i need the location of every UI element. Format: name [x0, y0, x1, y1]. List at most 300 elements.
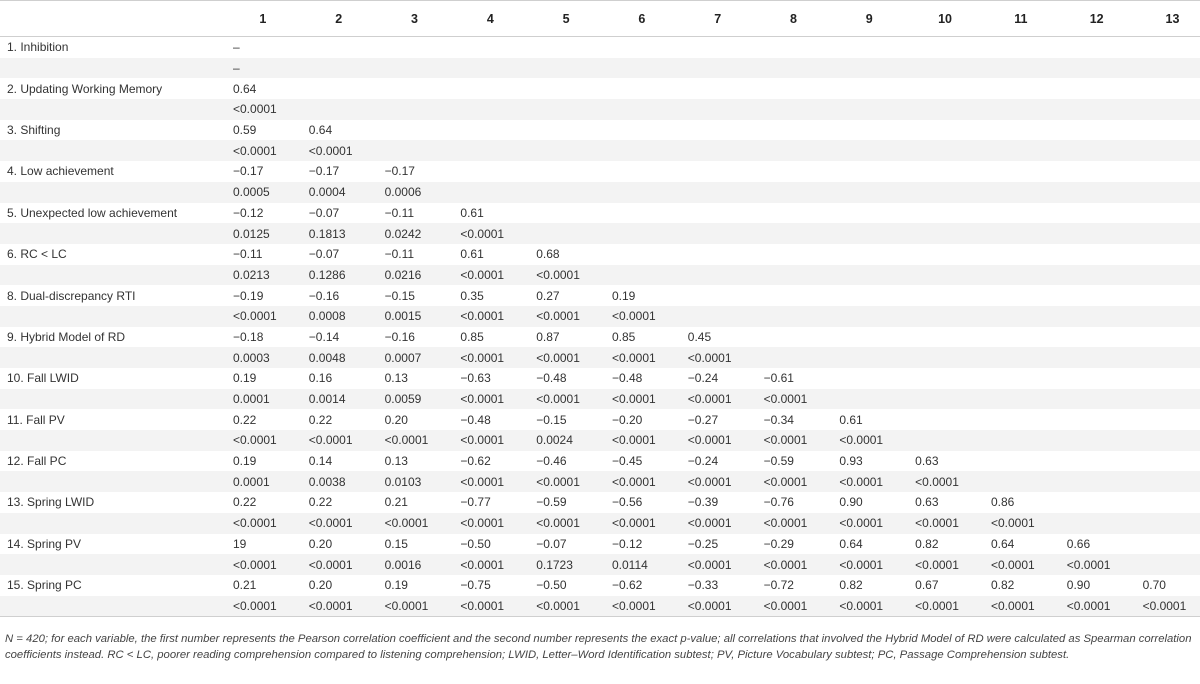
correlation-cell: −0.20 [604, 409, 680, 430]
table-row [0, 120, 1200, 141]
correlation-cell: −0.15 [528, 409, 604, 430]
table-row [0, 203, 1200, 224]
p-value-cell [983, 58, 1059, 79]
p-value-cell [528, 140, 604, 161]
correlation-cell: 0.19 [225, 451, 301, 472]
correlation-cell [756, 37, 832, 58]
correlation-cell [1135, 120, 1200, 141]
correlation-cell: −0.75 [452, 575, 528, 596]
p-value-cell: <0.0001 [604, 347, 680, 368]
correlation-cell [452, 120, 528, 141]
correlation-cell: 0.20 [301, 575, 377, 596]
p-value-cell: <0.0001 [225, 99, 301, 120]
p-value-cell: <0.0001 [680, 389, 756, 410]
p-value-cell [452, 99, 528, 120]
correlation-cell: −0.17 [377, 161, 453, 182]
p-value-cell: <0.0001 [983, 554, 1059, 575]
p-value-cell [1135, 471, 1200, 492]
row-label: 4. Low achievement [0, 161, 225, 182]
correlation-cell: 19 [225, 534, 301, 555]
correlation-cell [756, 78, 832, 99]
row-label-blank [0, 265, 225, 286]
p-value-cell: <0.0001 [452, 265, 528, 286]
correlation-cell: −0.50 [452, 534, 528, 555]
correlation-cell [1135, 244, 1200, 265]
p-value-cell [604, 140, 680, 161]
correlation-cell [756, 285, 832, 306]
p-value-cell [1059, 471, 1135, 492]
p-value-cell [680, 140, 756, 161]
p-value-cell [1059, 223, 1135, 244]
p-value-cell [377, 58, 453, 79]
correlation-cell [528, 120, 604, 141]
header-cell: 6 [604, 1, 680, 37]
correlation-cell [983, 78, 1059, 99]
correlation-cell: 0.67 [907, 575, 983, 596]
p-value-cell: <0.0001 [528, 513, 604, 534]
p-value-cell [1135, 99, 1200, 120]
row-label-blank [0, 306, 225, 327]
p-value-cell: <0.0001 [983, 596, 1059, 617]
p-value-cell: <0.0001 [377, 430, 453, 451]
table-row [0, 409, 1200, 430]
p-value-cell [831, 182, 907, 203]
correlation-cell [756, 161, 832, 182]
row-label: 10. Fall LWID [0, 368, 225, 389]
p-value-cell [1059, 58, 1135, 79]
p-value-cell: <0.0001 [528, 306, 604, 327]
p-value-cell [1135, 140, 1200, 161]
p-value-cell [680, 223, 756, 244]
correlation-cell: 0.61 [831, 409, 907, 430]
correlation-cell [831, 368, 907, 389]
p-value-cell: <0.0001 [452, 471, 528, 492]
row-label: 13. Spring LWID [0, 492, 225, 513]
table-row [0, 78, 1200, 99]
p-value-cell: <0.0001 [452, 430, 528, 451]
correlation-cell: 0.66 [1059, 534, 1135, 555]
correlation-cell: 0.82 [831, 575, 907, 596]
header-cell: 10 [907, 1, 983, 37]
p-value-cell [907, 430, 983, 451]
correlation-cell [907, 120, 983, 141]
p-value-cell: <0.0001 [528, 596, 604, 617]
header-cell: 5 [528, 1, 604, 37]
table-row [0, 99, 1200, 120]
p-value-cell: 0.0048 [301, 347, 377, 368]
correlation-cell: −0.33 [680, 575, 756, 596]
p-value-cell: <0.0001 [680, 596, 756, 617]
p-value-cell [983, 99, 1059, 120]
p-value-cell: <0.0001 [604, 513, 680, 534]
correlation-cell: −0.29 [756, 534, 832, 555]
correlation-cell [680, 78, 756, 99]
table-row [0, 513, 1200, 534]
header-cell [0, 1, 225, 37]
p-value-cell: <0.0001 [604, 389, 680, 410]
correlation-cell [528, 78, 604, 99]
header-cell: 9 [831, 1, 907, 37]
p-value-cell [756, 140, 832, 161]
table-row [0, 223, 1200, 244]
correlation-cell [907, 285, 983, 306]
p-value-cell [983, 430, 1059, 451]
correlation-cell [604, 161, 680, 182]
p-value-cell [907, 99, 983, 120]
p-value-cell [377, 99, 453, 120]
p-value-cell [1135, 58, 1200, 79]
p-value-cell [983, 471, 1059, 492]
p-value-cell: <0.0001 [604, 471, 680, 492]
correlation-cell: 0.21 [377, 492, 453, 513]
header-cell: 2 [301, 1, 377, 37]
correlation-cell: −0.63 [452, 368, 528, 389]
p-value-cell: – [225, 58, 301, 79]
p-value-cell [1059, 347, 1135, 368]
p-value-cell: <0.0001 [756, 596, 832, 617]
correlation-cell [1059, 451, 1135, 472]
correlation-cell [983, 203, 1059, 224]
row-label-blank [0, 140, 225, 161]
p-value-cell: <0.0001 [680, 430, 756, 451]
p-value-cell: <0.0001 [377, 513, 453, 534]
header-row [0, 1, 1200, 37]
correlation-cell [1135, 37, 1200, 58]
p-value-cell: <0.0001 [377, 596, 453, 617]
p-value-cell: <0.0001 [528, 265, 604, 286]
row-label: 3. Shifting [0, 120, 225, 141]
row-label-blank [0, 58, 225, 79]
header-cell: 3 [377, 1, 453, 37]
correlation-cell [831, 327, 907, 348]
correlation-cell: 0.59 [225, 120, 301, 141]
table-row [0, 182, 1200, 203]
p-value-cell: 0.0213 [225, 265, 301, 286]
p-value-cell: 0.0103 [377, 471, 453, 492]
table-row [0, 306, 1200, 327]
correlation-cell: 0.16 [301, 368, 377, 389]
correlation-cell [907, 368, 983, 389]
correlation-cell [377, 78, 453, 99]
p-value-cell [604, 99, 680, 120]
table-row [0, 37, 1200, 58]
correlation-cell: −0.50 [528, 575, 604, 596]
table-row [0, 596, 1200, 617]
p-value-cell: 0.0006 [377, 182, 453, 203]
correlation-cell: 0.87 [528, 327, 604, 348]
p-value-cell [680, 306, 756, 327]
correlation-cell: −0.48 [604, 368, 680, 389]
correlation-cell [680, 203, 756, 224]
p-value-cell [756, 99, 832, 120]
p-value-cell [1059, 306, 1135, 327]
correlation-cell [680, 244, 756, 265]
correlation-cell: – [225, 37, 301, 58]
p-value-cell [301, 58, 377, 79]
p-value-cell: <0.0001 [907, 554, 983, 575]
correlation-cell: 0.64 [831, 534, 907, 555]
correlation-cell [831, 244, 907, 265]
correlation-cell: 0.21 [225, 575, 301, 596]
p-value-cell [907, 389, 983, 410]
correlation-cell: 0.63 [907, 492, 983, 513]
p-value-cell [301, 99, 377, 120]
p-value-cell [1059, 140, 1135, 161]
p-value-cell: <0.0001 [301, 596, 377, 617]
correlation-cell [756, 327, 832, 348]
correlation-cell [680, 161, 756, 182]
correlation-cell [528, 161, 604, 182]
p-value-cell: <0.0001 [831, 430, 907, 451]
p-value-cell: <0.0001 [680, 347, 756, 368]
p-value-cell [1059, 265, 1135, 286]
correlation-cell [1059, 492, 1135, 513]
p-value-cell [452, 58, 528, 79]
correlation-cell: −0.48 [452, 409, 528, 430]
row-label: 2. Updating Working Memory [0, 78, 225, 99]
correlation-cell [1135, 285, 1200, 306]
p-value-cell [907, 223, 983, 244]
correlation-cell [1135, 492, 1200, 513]
correlation-cell [907, 409, 983, 430]
correlation-cell: 0.85 [452, 327, 528, 348]
row-label-blank [0, 99, 225, 120]
p-value-cell [1135, 306, 1200, 327]
p-value-cell [907, 265, 983, 286]
correlation-cell: 0.20 [301, 534, 377, 555]
correlation-cell: −0.19 [225, 285, 301, 306]
p-value-cell [983, 306, 1059, 327]
correlation-cell [1135, 451, 1200, 472]
p-value-cell [1059, 99, 1135, 120]
p-value-cell [907, 140, 983, 161]
p-value-cell: <0.0001 [756, 513, 832, 534]
correlation-cell: −0.15 [377, 285, 453, 306]
row-label: 11. Fall PV [0, 409, 225, 430]
row-label: 6. RC < LC [0, 244, 225, 265]
correlation-cell: 0.13 [377, 451, 453, 472]
correlation-cell [907, 327, 983, 348]
p-value-cell: <0.0001 [225, 306, 301, 327]
p-value-cell: 0.0003 [225, 347, 301, 368]
p-value-cell [831, 306, 907, 327]
table-row [0, 471, 1200, 492]
correlation-cell: −0.56 [604, 492, 680, 513]
table-row [0, 389, 1200, 410]
correlation-cell [604, 120, 680, 141]
header-cell: 8 [756, 1, 832, 37]
correlation-cell [831, 120, 907, 141]
p-value-cell [983, 140, 1059, 161]
p-value-cell: <0.0001 [452, 223, 528, 244]
row-label: 14. Spring PV [0, 534, 225, 555]
p-value-cell: <0.0001 [301, 554, 377, 575]
p-value-cell: 0.1723 [528, 554, 604, 575]
row-label-blank [0, 471, 225, 492]
correlation-cell: −0.11 [377, 203, 453, 224]
correlation-cell [528, 37, 604, 58]
table-row [0, 575, 1200, 596]
p-value-cell [680, 58, 756, 79]
correlation-cell: 0.27 [528, 285, 604, 306]
p-value-cell: <0.0001 [452, 389, 528, 410]
p-value-cell: <0.0001 [1135, 596, 1200, 617]
table-row [0, 161, 1200, 182]
p-value-cell: <0.0001 [225, 596, 301, 617]
row-label-blank [0, 513, 225, 534]
correlation-cell [1059, 244, 1135, 265]
correlation-cell [1059, 78, 1135, 99]
p-value-cell: 0.1813 [301, 223, 377, 244]
p-value-cell: 0.0015 [377, 306, 453, 327]
p-value-cell [528, 99, 604, 120]
p-value-cell: <0.0001 [831, 471, 907, 492]
correlation-cell [301, 37, 377, 58]
p-value-cell [983, 347, 1059, 368]
row-label: 15. Spring PC [0, 575, 225, 596]
correlation-cell: −0.72 [756, 575, 832, 596]
p-value-cell: <0.0001 [983, 513, 1059, 534]
correlation-cell [1059, 327, 1135, 348]
correlation-cell: 0.61 [452, 244, 528, 265]
correlation-cell [907, 244, 983, 265]
header-cell: 1 [225, 1, 301, 37]
p-value-cell: <0.0001 [452, 306, 528, 327]
table-row [0, 451, 1200, 472]
correlation-cell [756, 203, 832, 224]
correlation-cell [1059, 120, 1135, 141]
correlation-cell: −0.45 [604, 451, 680, 472]
p-value-cell [756, 223, 832, 244]
correlation-cell [907, 161, 983, 182]
correlation-cell [756, 244, 832, 265]
row-label: 9. Hybrid Model of RD [0, 327, 225, 348]
table-row [0, 140, 1200, 161]
correlation-cell [1059, 368, 1135, 389]
p-value-cell [680, 99, 756, 120]
p-value-cell [1135, 554, 1200, 575]
correlation-cell: −0.17 [301, 161, 377, 182]
correlation-cell [907, 78, 983, 99]
correlation-cell [1059, 37, 1135, 58]
correlation-cell [983, 409, 1059, 430]
correlation-cell: 0.64 [225, 78, 301, 99]
correlation-cell [983, 285, 1059, 306]
p-value-cell: 0.0242 [377, 223, 453, 244]
correlation-cell: −0.25 [680, 534, 756, 555]
correlation-cell [1059, 285, 1135, 306]
table-footnote: N = 420; for each variable, the first number represents the Pearson correlation coefficient and the second number represents the exact p-value; all correlations that involved the Hybrid Model of RD were calculated as Spearman correlation coefficients instead. RC < LC, poorer reading comprehension compared to listening comprehension; LWID, Letter–Word Identification subtest; PV, Picture Vocabulary subtest; PC, Passage Comprehension subtest. [5, 633, 1192, 662]
correlation-cell: 0.85 [604, 327, 680, 348]
table-row [0, 58, 1200, 79]
p-value-cell [907, 306, 983, 327]
header-cell: 12 [1059, 1, 1135, 37]
p-value-cell [756, 306, 832, 327]
p-value-cell [680, 265, 756, 286]
correlation-cell [983, 327, 1059, 348]
correlation-cell: −0.77 [452, 492, 528, 513]
correlation-cell: 0.19 [225, 368, 301, 389]
p-value-cell [831, 58, 907, 79]
p-value-cell [1059, 389, 1135, 410]
correlation-cell: 0.82 [983, 575, 1059, 596]
p-value-cell: 0.0001 [225, 471, 301, 492]
p-value-cell: 0.0114 [604, 554, 680, 575]
p-value-cell: <0.0001 [604, 596, 680, 617]
p-value-cell [983, 389, 1059, 410]
p-value-cell [831, 223, 907, 244]
p-value-cell [983, 265, 1059, 286]
correlation-cell: −0.24 [680, 368, 756, 389]
p-value-cell: <0.0001 [756, 430, 832, 451]
p-value-cell: 0.0004 [301, 182, 377, 203]
correlation-cell: −0.12 [604, 534, 680, 555]
correlation-cell [1135, 203, 1200, 224]
correlation-cell [756, 120, 832, 141]
header-cell: 11 [983, 1, 1059, 37]
p-value-cell: <0.0001 [680, 554, 756, 575]
correlation-cell: 0.22 [225, 492, 301, 513]
row-label-blank [0, 347, 225, 368]
p-value-cell [1135, 182, 1200, 203]
p-value-cell [377, 140, 453, 161]
correlation-cell [1135, 368, 1200, 389]
correlation-cell: −0.48 [528, 368, 604, 389]
correlation-cell [452, 78, 528, 99]
p-value-cell [831, 347, 907, 368]
table-row [0, 285, 1200, 306]
p-value-cell [983, 182, 1059, 203]
correlation-cell: −0.17 [225, 161, 301, 182]
p-value-cell: <0.0001 [452, 513, 528, 534]
correlation-cell [680, 37, 756, 58]
table-row [0, 554, 1200, 575]
correlation-cell [604, 203, 680, 224]
row-label-blank [0, 554, 225, 575]
p-value-cell: <0.0001 [1059, 554, 1135, 575]
p-value-cell: <0.0001 [452, 347, 528, 368]
p-value-cell [452, 140, 528, 161]
p-value-cell: <0.0001 [225, 513, 301, 534]
correlation-cell: 0.19 [604, 285, 680, 306]
p-value-cell: 0.0007 [377, 347, 453, 368]
p-value-cell [831, 265, 907, 286]
p-value-cell [907, 347, 983, 368]
correlation-cell: 0.35 [452, 285, 528, 306]
p-value-cell [528, 58, 604, 79]
correlation-cell: 0.61 [452, 203, 528, 224]
correlation-cell: 0.13 [377, 368, 453, 389]
p-value-cell: <0.0001 [528, 471, 604, 492]
table-row [0, 244, 1200, 265]
correlation-cell: −0.18 [225, 327, 301, 348]
p-value-cell [831, 99, 907, 120]
correlation-cell [301, 78, 377, 99]
correlation-cell [1135, 534, 1200, 555]
p-value-cell [1135, 513, 1200, 534]
correlation-cell: −0.39 [680, 492, 756, 513]
table-row [0, 430, 1200, 451]
correlation-cell: −0.62 [604, 575, 680, 596]
correlation-cell: −0.61 [756, 368, 832, 389]
correlation-cell: −0.07 [301, 203, 377, 224]
p-value-cell: <0.0001 [756, 471, 832, 492]
correlation-cell: −0.14 [301, 327, 377, 348]
header-cell: 7 [680, 1, 756, 37]
row-label-blank [0, 223, 225, 244]
correlation-cell: 0.22 [225, 409, 301, 430]
correlation-cell: −0.59 [756, 451, 832, 472]
